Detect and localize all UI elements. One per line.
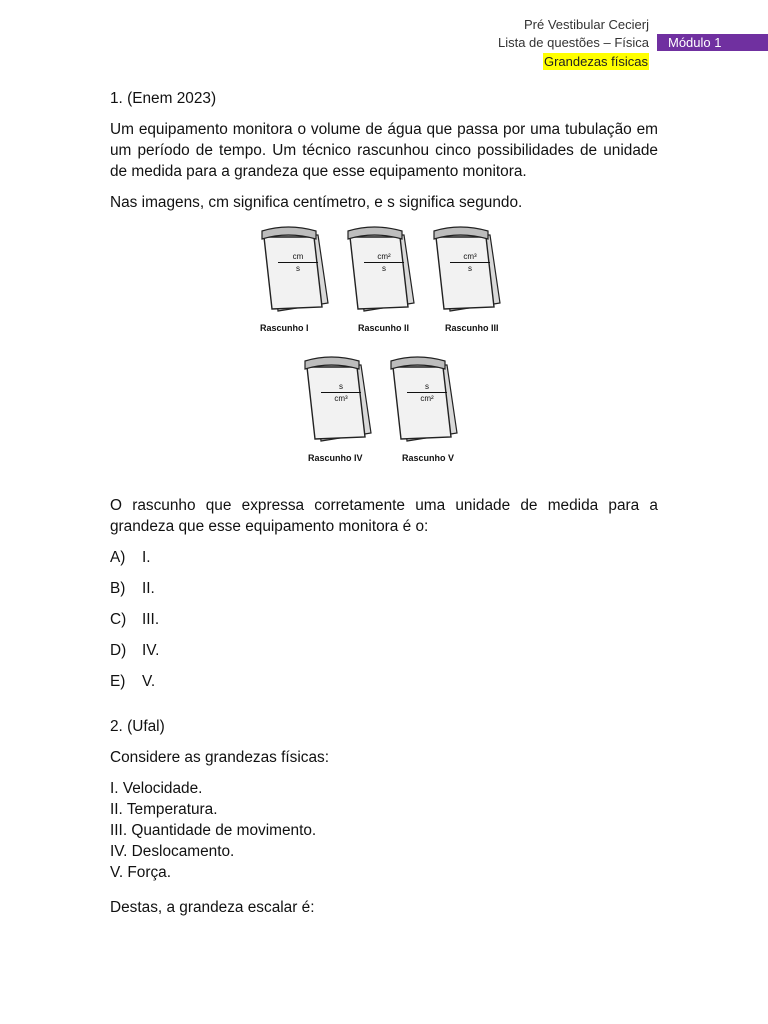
- option-c: [110, 609, 658, 640]
- document-body: [110, 88, 658, 928]
- draft-1-denominator: s: [296, 264, 300, 273]
- draft-4-label: Rascunho IV: [308, 453, 363, 463]
- option-d: [110, 640, 658, 671]
- question-2-title: 2. (Ufal): [110, 718, 165, 735]
- draft-2-label: Rascunho II: [358, 323, 410, 333]
- question-1-prompt: O rascunho que expressa corretamente uma unidade de medida para a grandeza que esse equipamento monitora é o:: [110, 497, 658, 535]
- option-e: [110, 671, 658, 702]
- draft-4-numerator: s: [321, 382, 361, 393]
- question-2-intro: Considere as grandezas físicas:: [110, 749, 330, 766]
- module-badge: Módulo 1: [657, 34, 768, 51]
- draft-1-label: Rascunho I: [260, 323, 309, 333]
- question-1-paragraph-2: Nas imagens, cm significa centímetro, e s significa segundo.: [110, 194, 523, 211]
- item-1: I. Velocidade.: [110, 780, 203, 797]
- question-1-options: [110, 547, 658, 702]
- question-2-items: [110, 778, 658, 883]
- drafts-figure: [110, 223, 658, 485]
- draft-5-fraction: [407, 382, 447, 403]
- item-3: III. Quantidade de movimento.: [110, 822, 317, 839]
- option-text: I.: [142, 549, 151, 566]
- option-text: II.: [142, 580, 155, 597]
- draft-3-label: Rascunho III: [445, 323, 499, 333]
- option-letter: A): [110, 549, 126, 566]
- item-5: V. Força.: [110, 864, 172, 881]
- option-a: [110, 547, 658, 578]
- option-letter: C): [110, 611, 127, 628]
- draft-5-denominator: cm²: [420, 394, 434, 403]
- question-1-title: 1. (Enem 2023): [110, 90, 217, 107]
- topic-highlight: Grandezas físicas: [543, 54, 648, 69]
- draft-5-numerator: s: [407, 382, 447, 393]
- draft-5-label: Rascunho V: [402, 453, 455, 463]
- list-title: Lista de questões – Física: [497, 35, 649, 50]
- question-2-prompt: Destas, a grandeza escalar é:: [110, 899, 315, 916]
- draft-3-denominator: s: [468, 264, 472, 273]
- draft-1-fraction: [278, 252, 318, 273]
- draft-4-fraction: [321, 382, 361, 403]
- option-b: [110, 578, 658, 609]
- option-letter: D): [110, 642, 127, 659]
- course-name: Pré Vestibular Cecierj: [524, 17, 649, 32]
- draft-2-numerator: cm²: [364, 252, 404, 263]
- question-1-paragraph-1: Um equipamento monitora o volume de água que passa por uma tubulação em um período de tempo. Um técnico rascunhou cinco possibilidades de unidade de medida para a grandeza que esse equipamento monitora.: [110, 121, 658, 180]
- draft-2-fraction: [364, 252, 404, 273]
- option-letter: B): [110, 580, 126, 597]
- draft-3-numerator: cm³: [450, 252, 490, 263]
- draft-1-numerator: cm: [278, 252, 318, 263]
- draft-2-denominator: s: [382, 264, 386, 273]
- option-text: IV.: [142, 642, 160, 659]
- draft-4-denominator: cm³: [334, 394, 348, 403]
- item-4: IV. Deslocamento.: [110, 843, 235, 860]
- draft-3-fraction: [450, 252, 490, 273]
- item-2: II. Temperatura.: [110, 801, 218, 818]
- option-letter: E): [110, 673, 126, 690]
- option-text: V.: [142, 673, 156, 690]
- option-text: III.: [142, 611, 160, 628]
